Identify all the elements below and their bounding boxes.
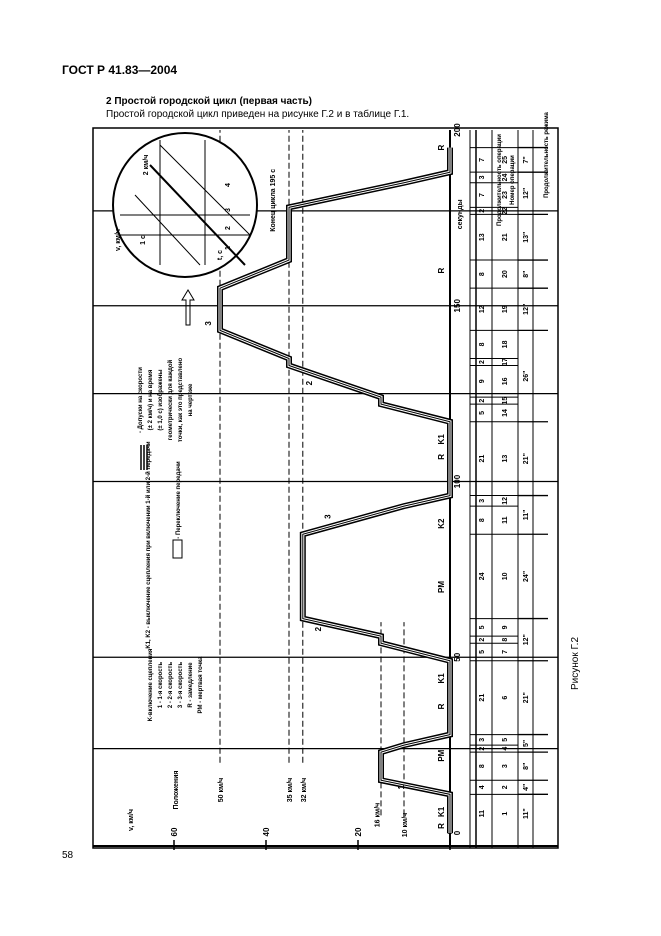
operation-duration: 24 xyxy=(479,572,486,581)
legend-tolerance: точки, как это представлено xyxy=(178,357,184,443)
gear-label: 3 xyxy=(203,321,213,326)
mode-duration: 26" xyxy=(523,370,530,382)
operation-number: 10 xyxy=(502,572,509,581)
speed-annotation: 16 км/ч xyxy=(374,802,382,828)
mode-letter: R xyxy=(437,144,446,151)
operation-duration: 21 xyxy=(479,454,486,463)
operation-duration: 2 xyxy=(479,208,486,213)
speed-tick-label: 0 xyxy=(446,829,455,835)
operation-number: 7 xyxy=(502,650,509,654)
operation-number: 21 xyxy=(502,233,509,242)
operation-duration: 7 xyxy=(479,193,486,197)
operation-number: 22 xyxy=(502,206,509,215)
mode-duration: 24" xyxy=(523,570,530,582)
legend-tolerance: (± 1,0 с) изображены xyxy=(158,369,164,431)
time-tick-label: 50 xyxy=(453,652,462,662)
mode-duration: 11" xyxy=(523,808,530,820)
legend-clutch-note: K1, K2 - выключение сцепления при включении 1-й или 2-й передачи xyxy=(146,441,152,649)
operation-number: 15 xyxy=(502,396,509,405)
speed-annotation: 10 км/ч xyxy=(402,812,409,838)
tolerance-band-inner xyxy=(220,148,450,833)
legend-tolerance: геометрически для каждой xyxy=(168,359,174,441)
operation-number: 2 xyxy=(502,785,509,790)
inset-label: v, км/ч xyxy=(115,229,122,251)
inset-label: 3 xyxy=(225,208,232,212)
mode-duration: 21" xyxy=(523,692,530,704)
mode-letter: R xyxy=(437,823,446,829)
operation-duration: 5 xyxy=(479,650,486,654)
mode-duration: 21" xyxy=(523,453,530,465)
mode-letter: R xyxy=(437,454,446,460)
operation-duration: 2 xyxy=(479,746,486,751)
operation-number: 16 xyxy=(502,377,509,386)
mode-duration: 12" xyxy=(523,634,530,646)
gear-label: 2 xyxy=(314,626,324,632)
mode-letter: K1 xyxy=(437,673,446,684)
standard-header: ГОСТ Р 41.83—2004 xyxy=(62,63,178,77)
legend-item: PM - мертвая точка xyxy=(198,656,204,714)
time-tick-label: 200 xyxy=(453,123,462,137)
legend-title: Положения xyxy=(173,770,180,810)
mode-duration: 5" xyxy=(523,739,530,747)
row-label-mode-duration: Продолжительность режима xyxy=(544,112,550,198)
legend-item: 2 - 2-я скорость xyxy=(168,661,174,709)
section-intro: Простой городской цикл приведен на рисунке Г.2 и в таблице Г.1. xyxy=(106,109,410,120)
legend-item: R - замедление xyxy=(188,662,194,708)
operation-duration: 4 xyxy=(479,785,486,790)
operation-duration: 5 xyxy=(479,411,486,415)
arrow-up-icon xyxy=(182,290,194,325)
operation-number: 4 xyxy=(502,746,509,751)
operation-duration: 9 xyxy=(479,379,486,384)
operation-number: 14 xyxy=(502,409,509,417)
operation-number: 8 xyxy=(502,637,509,642)
gear-label: 1 xyxy=(397,785,406,790)
page-number: 58 xyxy=(62,850,74,861)
cycle-end-label: Конец цикла 195 с xyxy=(270,168,278,232)
operation-duration: 5 xyxy=(479,625,486,630)
operation-number: 5 xyxy=(502,737,509,742)
speed-annotation: 35 км/ч xyxy=(287,777,294,803)
operation-duration: 3 xyxy=(479,175,486,180)
speed-annotation: 50 км/ч xyxy=(218,777,225,803)
mode-duration: 12" xyxy=(523,187,530,199)
operation-number: 6 xyxy=(502,695,509,700)
inset-label: 2 км/ч xyxy=(143,154,150,176)
inset-label: 4 xyxy=(225,183,232,187)
gear-label: 3 xyxy=(323,514,333,519)
mode-duration: 8" xyxy=(523,762,530,770)
mode-letter: PM xyxy=(437,749,446,762)
operation-number: 24 xyxy=(502,173,509,182)
speed-axis-label: v, км/ч xyxy=(128,809,135,831)
mode-letter: PM xyxy=(437,580,446,593)
operation-duration: 13 xyxy=(479,233,486,242)
inset-label: 1 xyxy=(225,246,232,250)
operation-duration: 7 xyxy=(479,157,486,162)
operation-number: 25 xyxy=(502,155,509,164)
operation-number: 19 xyxy=(502,305,509,314)
operation-number: 23 xyxy=(502,191,509,199)
operation-duration: 8 xyxy=(479,764,486,769)
operation-duration: 8 xyxy=(479,272,486,277)
operation-duration: 8 xyxy=(479,518,486,523)
operation-duration: 8 xyxy=(479,342,486,347)
operation-number: 18 xyxy=(502,340,509,349)
legend-item: 1 - 1-я скорость xyxy=(158,661,164,709)
mode-letter: K2 xyxy=(437,518,446,529)
speed-trace xyxy=(220,148,450,833)
gear-label: 2 xyxy=(305,380,314,386)
time-tick-label: 0 xyxy=(453,830,462,836)
legend-tolerance: (± 2 км/ч) и на время xyxy=(148,369,154,431)
speed-tick-label: 20 xyxy=(354,827,363,837)
operation-duration: 3 xyxy=(479,498,486,503)
mode-duration: 4" xyxy=(523,783,530,791)
mode-duration: 8" xyxy=(523,270,530,278)
inset-label: 2 xyxy=(225,226,232,230)
operation-number: 12 xyxy=(502,496,509,505)
operation-duration: 2 xyxy=(479,360,486,364)
legend-item: 3 - 3-я скорость xyxy=(178,661,184,709)
tolerance-band xyxy=(220,148,450,833)
mode-letter: K1 xyxy=(437,806,446,818)
operation-duration: 2 xyxy=(479,398,486,403)
mode-letter: R xyxy=(437,703,446,710)
mode-duration: 11" xyxy=(523,509,530,521)
time-tick-label: 150 xyxy=(453,299,462,313)
operation-duration: 11 xyxy=(479,809,486,818)
legend-tolerance: на чертеже xyxy=(188,383,194,417)
time-axis-label: секунды xyxy=(457,199,464,230)
mode-duration: 7" xyxy=(523,156,530,164)
operation-duration: 2 xyxy=(479,637,486,642)
section-title: 2 Простой городской цикл (первая часть) xyxy=(106,96,312,107)
operation-number: 3 xyxy=(502,764,509,769)
mode-duration: 13" xyxy=(523,231,530,243)
operation-number: 20 xyxy=(502,270,509,279)
inset-label: 1 с xyxy=(140,235,147,245)
mode-duration: 12" xyxy=(523,303,530,315)
speed-tick-label: 40 xyxy=(262,827,271,837)
legend-item: K-включение сцепления xyxy=(148,648,154,722)
row-label-operation-number: Номер операции xyxy=(510,155,516,205)
legend-gear-change: - Переключение передачи xyxy=(176,461,182,539)
speed-annotation: 32 км/ч xyxy=(300,777,308,803)
operation-duration: 12 xyxy=(479,305,486,314)
legend-tolerance: - Допуски на скорости xyxy=(138,367,144,433)
operation-duration: 21 xyxy=(479,693,486,702)
operation-duration: 3 xyxy=(479,737,486,742)
inset-label: t, с xyxy=(217,249,224,261)
operation-number: 9 xyxy=(502,625,509,630)
mode-letter: R xyxy=(437,267,446,274)
operation-number: 17 xyxy=(502,358,509,366)
gear-change-swatch xyxy=(173,540,182,558)
row-label-operation-duration: Продолжительность операции xyxy=(497,134,503,226)
time-tick-label: 100 xyxy=(453,474,462,489)
speed-tick-label: 60 xyxy=(170,827,179,837)
figure-caption: Рисунок Г.2 xyxy=(570,636,581,690)
operation-number: 13 xyxy=(502,454,509,463)
mode-letter: K1 xyxy=(437,434,446,445)
operation-number: 1 xyxy=(502,811,509,816)
operation-number: 11 xyxy=(502,516,509,524)
